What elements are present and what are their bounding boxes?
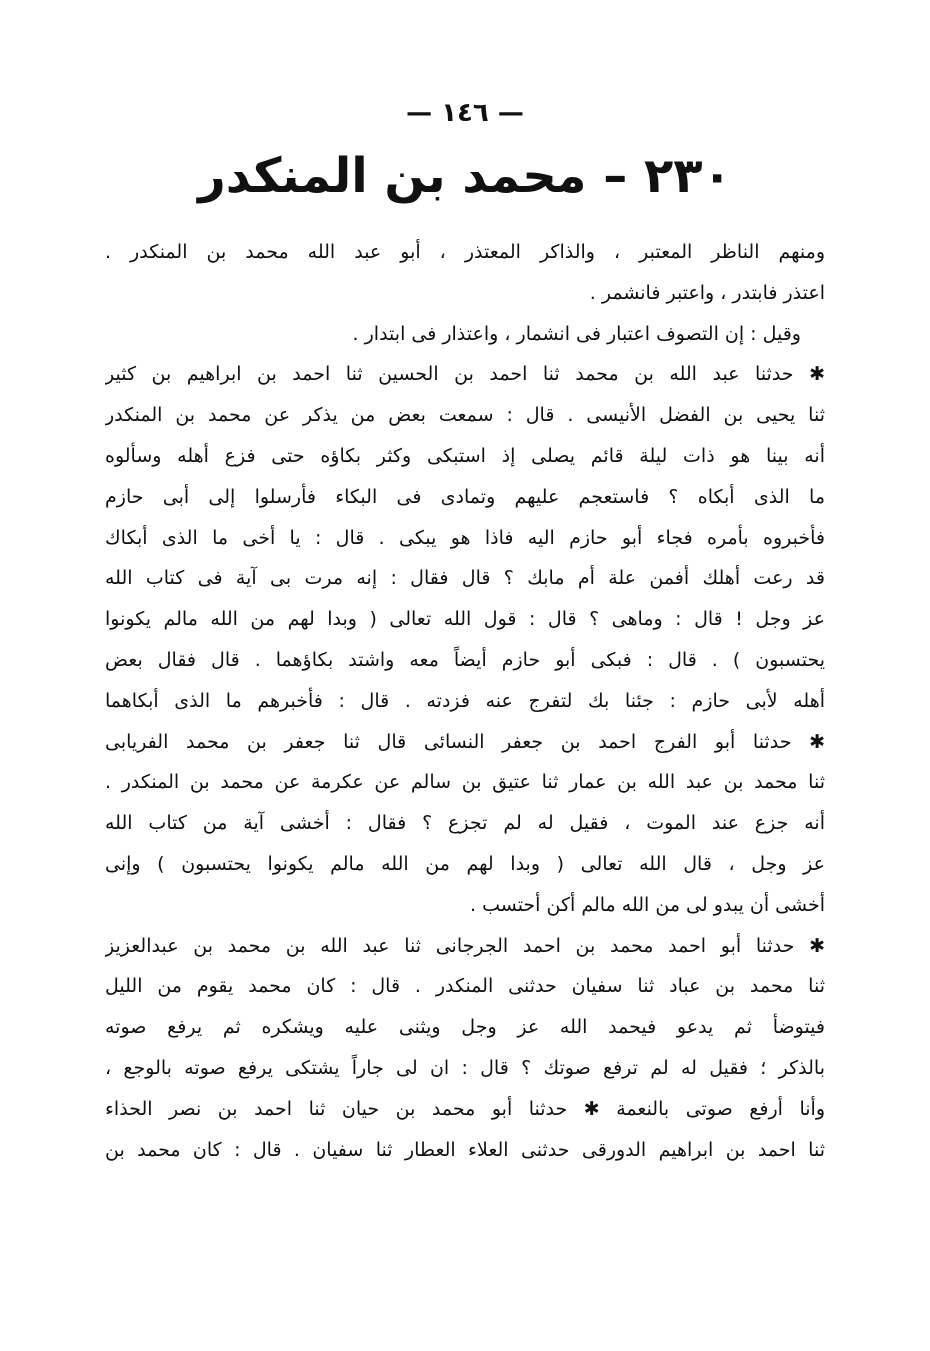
text-line: فأخبروه بأمره فجاء أبو حازم اليه فاذا هو يبكى . قال : يا أخى ما الذى أبكاك bbox=[105, 526, 825, 549]
text-line: أنه بينا هو ذات ليلة قائم يصلى إذ استبكى وكثر بكاؤه حتى فزع أهله وسألوه bbox=[105, 444, 825, 467]
text-line: ثنا احمد بن ابراهيم الدورقى حدثنى العلاء العطار ثنا سفيان . قال : كان محمد بن bbox=[105, 1138, 825, 1161]
text-line: أخشى أن يبدو لى من الله مالم أكن أحتسب . bbox=[470, 893, 825, 916]
text-line: ومنهم الناظر المعتبر ، والذاكر المعتذر ، أبو عبد الله محمد بن المنكدر . bbox=[105, 241, 825, 263]
text-line: قد رعت أهلك أفمن علة أم مابك ؟ قال فقال : إنه مرت بى آية فى كتاب الله bbox=[105, 567, 825, 590]
text-line: عز وجل ، قال الله تعالى ( وبدا لهم من الله مالم يكونوا يحتسبون ) وإنى bbox=[105, 852, 825, 875]
text-line: عز وجل ! قال : وماهى ؟ قال : قول الله تعالى ( وبدا لهم من الله مالم يكونوا bbox=[105, 608, 825, 631]
text-line: أنه جزع عند الموت ، فقيل له لم تجزع ؟ فقال : أخشى آية من كتاب الله bbox=[105, 812, 825, 835]
text-line: ✱ حدثنا أبو الفرج احمد بن جعفر النسائى قال ثنا جعفر بن محمد الفريابى bbox=[105, 730, 825, 753]
text-line: اعتذر فابتدر ، واعتبر فانشمر . bbox=[589, 281, 825, 304]
text-line: ما الذى أبكاه ؟ فاستعجم عليهم وتمادى فى البكاء فأرسلوا إلى أبى حازم bbox=[105, 485, 825, 508]
text-line: فيتوضأ ثم يدعو فيحمد الله عز وجل ويثنى عليه ويشكره ثم يرفع صوته bbox=[105, 1016, 825, 1039]
text-line: ✱ حدثنا عبد الله بن محمد ثنا احمد بن الحسين ثنا احمد بن ابراهيم بن كثير bbox=[105, 363, 825, 386]
text-line: يحتسبون ) . قال : فبكى أبو حازم أيضاً معه واشتد بكاؤهما . قال فقال بعض bbox=[105, 648, 825, 671]
text-line: ثنا يحيى بن الفضل الأنيسى . قال : سمعت بعض من يذكر عن محمد بن المنكدر bbox=[105, 404, 825, 427]
text-line: ثنا محمد بن عباد ثنا سفيان حدثنى المنكدر . قال : كان محمد يقوم من الليل bbox=[105, 975, 825, 998]
text-line: بالذكر ؛ فقيل له لم ترفع صوتك ؟ قال : ان لى جاراً يشتكى يرفع صوته بالوجع ، bbox=[105, 1056, 825, 1079]
text-line: وأنا أرفع صوتى بالنعمة ✱ حدثنا أبو محمد بن حيان ثنا احمد بن نصر الحذاء bbox=[105, 1097, 825, 1120]
text-line: ثنا محمد بن عبد الله بن عمار ثنا عتيق بن سالم عن عكرمة عن محمد بن المنكدر . bbox=[105, 771, 825, 794]
text-line: وقيل : إن التصوف اعتبار فى انشمار ، واعتذار فى ابتدار . bbox=[352, 322, 801, 345]
text-line: أهله لأبى حازم : جئنا بك لتفرج عنه فزدته . قال : فأخبرهم ما الذى أبكاهما bbox=[105, 689, 825, 712]
page-number: — ١٤٦ — bbox=[406, 98, 524, 128]
body-text bbox=[105, 232, 825, 1170]
text-line: ✱ حدثنا أبو احمد محمد بن احمد الجرجانى ثنا عبد الله بن محمد بن عبدالعزيز bbox=[105, 934, 825, 957]
chapter-title: ٢٣٠ – محمد بن المنكدر bbox=[198, 148, 732, 204]
